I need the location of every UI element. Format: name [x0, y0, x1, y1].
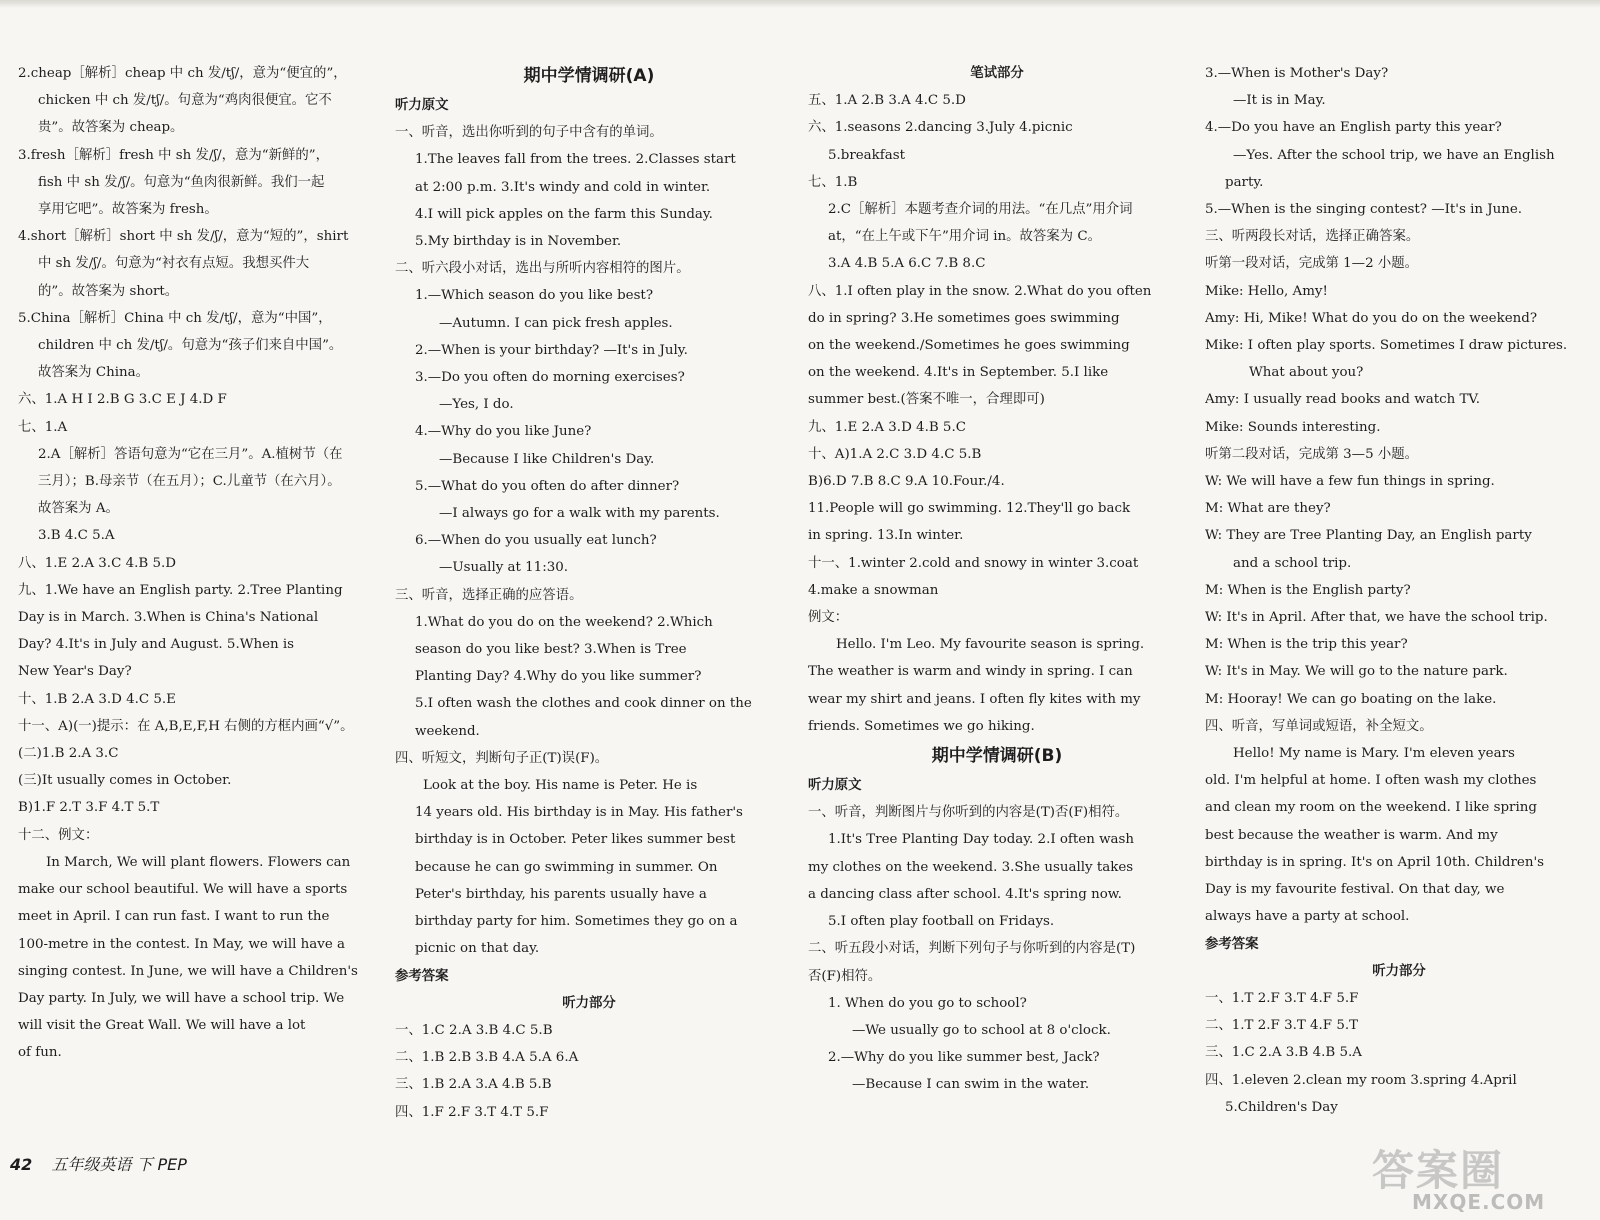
text-line: 八、1.I often play in the snow. 2.What do you often: [808, 283, 1152, 299]
text-line: 3.A 4.B 5.A 6.C 7.B 8.C: [828, 256, 986, 272]
text-line: birthday is in spring. It's on April 10th. Children's: [1205, 854, 1545, 870]
text-line: my clothes on the weekend. 3.She usually takes: [808, 859, 1134, 875]
text-line: W: We will have a few fun things in spring.: [1205, 474, 1495, 490]
book-title: 五年级英语 下 PEP: [51, 1155, 187, 1174]
text-line: always have a party at school.: [1205, 909, 1410, 925]
text-line: 5.My birthday is in November.: [415, 234, 622, 250]
text-line: and a school trip.: [1233, 555, 1352, 571]
text-line: of fun.: [18, 1045, 62, 1061]
text-line: 1.The leaves fall from the trees. 2.Classes start: [415, 152, 736, 168]
text-line: on the weekend./Sometimes he goes swimming: [808, 338, 1130, 354]
text-line: (二)1.B 2.A 3.C: [18, 746, 119, 762]
text-line: at，“在上午或下午”用介词 in。故答案为 C。: [828, 229, 1101, 245]
text-line: 1.It's Tree Planting Day today. 2.I often wash: [828, 832, 1135, 848]
text-line: 十、1.B 2.A 3.D 4.C 5.E: [18, 691, 176, 707]
section-title: 期中学情调研(B): [931, 746, 1063, 767]
text-line: fish 中 sh 发/ʃ/。句意为“鱼肉很新鲜。我们一起: [38, 174, 325, 190]
text-line: 2.—When is your birthday? —It's in July.: [415, 342, 688, 358]
text-line: 2.—Why do you like summer best, Jack?: [828, 1050, 1100, 1066]
text-line: 11.People will go swimming. 12.They'll go back: [808, 501, 1131, 517]
text-line: 故答案为 China。: [38, 365, 149, 381]
text-line: 1.What do you do on the weekend? 2.Which: [415, 614, 713, 630]
text-line: 一、听音，判断图片与你听到的内容是(T)否(F)相符。: [808, 805, 1129, 821]
text-line: 4.—Why do you like June?: [415, 424, 592, 440]
text-line: 3.—When is Mother's Day?: [1205, 66, 1389, 81]
text-line: W: They are Tree Planting Day, an English party: [1205, 528, 1532, 544]
text-line: because he can go swimming in summer. On: [415, 859, 718, 875]
text-line: 六、1.seasons 2.dancing 3.July 4.picnic: [808, 120, 1073, 136]
text-line: make our school beautiful. We will have a sports: [18, 882, 348, 898]
page-number: 42: [10, 1155, 33, 1174]
text-line: singing contest. In June, we will have a Children's: [18, 963, 358, 979]
text-line: 四、听音，写单词或短语，补全短文。: [1205, 718, 1433, 734]
text-line: Day is in March. 3.When is China's National: [18, 610, 319, 626]
text-line: 贵”。故答案为 cheap。: [38, 120, 184, 136]
answer-column-2: [395, 60, 783, 1170]
text-line: 5.I often play football on Fridays.: [828, 914, 1055, 930]
text-line: 听第一段对话，完成第 1—2 小题。: [1205, 256, 1419, 272]
section-heading: 参考答案: [1205, 936, 1259, 952]
text-line: Hello! My name is Mary. I'm eleven years: [1233, 746, 1515, 762]
text-line: weekend.: [415, 723, 480, 739]
text-line: 4.short［解析］short 中 sh 发/ʃ/，意为“短的”，shirt: [18, 229, 349, 245]
text-line: 十、A)1.A 2.C 3.D 4.C 5.B: [808, 446, 982, 462]
text-line: —I always go for a walk with my parents.: [439, 506, 720, 522]
text-line: B)6.D 7.B 8.C 9.A 10.Four./4.: [808, 474, 1005, 490]
text-line: 2.cheap［解析］cheap 中 ch 发/tʃ/，意为“便宜的”，: [18, 66, 347, 81]
text-line: 中 sh 发/ʃ/。句意为“衬衣有点短。我想买件大: [38, 256, 310, 272]
text-line: Amy: Hi, Mike! What do you do on the weekend?: [1205, 310, 1537, 326]
text-line: W: It's in May. We will go to the nature park.: [1205, 664, 1508, 680]
text-line: —Because I can swim in the water.: [852, 1077, 1090, 1093]
text-line: children 中 ch 发/tʃ/。句意为“孩子们来自中国”。: [38, 338, 343, 354]
text-line: M: When is the English party?: [1205, 582, 1411, 598]
text-line: 3.fresh［解析］fresh 中 sh 发/ʃ/，意为“新鲜的”，: [18, 147, 330, 163]
text-line: —Autumn. I can pick fresh apples.: [439, 315, 673, 331]
text-line: —Usually at 11:30.: [439, 560, 569, 576]
text-line: chicken 中 ch 发/tʃ/。句意为“鸡肉很便宜。它不: [38, 93, 332, 109]
text-line: —We usually go to school at 8 o'clock.: [852, 1022, 1111, 1038]
text-line: 六、1.A H I 2.B G 3.C E J 4.D F: [18, 392, 227, 408]
text-line: 一、1.C 2.A 3.B 4.C 5.B: [395, 1022, 553, 1038]
text-line: —It is in May.: [1233, 93, 1326, 109]
text-line: 享用它吧”。故答案为 fresh。: [38, 202, 218, 218]
text-line: Day? 4.It's in July and August. 5.When is: [18, 637, 295, 653]
text-line: 4.—Do you have an English party this year?: [1205, 120, 1502, 136]
page-footer: [10, 1152, 187, 1175]
text-line: Planting Day? 4.Why do you like summer?: [415, 669, 702, 685]
text-line: 3.B 4.C 5.A: [38, 528, 115, 544]
text-line: 四、1.eleven 2.clean my room 3.spring 4.April: [1205, 1072, 1517, 1088]
text-line: friends. Sometimes we go hiking.: [808, 718, 1035, 734]
answer-column-4: [1205, 60, 1593, 1170]
text-line: 14 years old. His birthday is in May. His father's: [415, 805, 743, 821]
text-line: 5.I often wash the clothes and cook dinner on the: [415, 696, 752, 712]
text-line: will visit the Great Wall. We will have a lot: [18, 1018, 306, 1034]
text-line: Hello. I'm Leo. My favourite season is spring.: [836, 637, 1145, 653]
text-line: a dancing class after school. 4.It's spring now.: [808, 886, 1122, 902]
watermark-logo: [1372, 1138, 1584, 1216]
text-line: Peter's birthday, his parents usually have a: [415, 886, 707, 902]
text-line: M: What are they?: [1205, 501, 1331, 517]
text-line: 四、听短文，判断句子正(T)误(F)。: [395, 750, 609, 766]
text-line: 1.—Which season do you like best?: [415, 288, 653, 304]
text-line: 例文：: [808, 610, 849, 626]
text-line: picnic on that day.: [415, 941, 540, 957]
text-line: Amy: I usually read books and watch TV.: [1205, 392, 1480, 408]
section-heading: 听力原文: [808, 778, 862, 794]
text-line: Look at the boy. His name is Peter. He is: [423, 778, 698, 794]
text-line: 否(F)相符。: [808, 968, 882, 984]
text-line: What about you?: [1249, 365, 1364, 381]
text-line: 6.—When do you usually eat lunch?: [415, 533, 657, 549]
text-line: Mike: I often play sports. Sometimes I draw pictures.: [1205, 338, 1568, 354]
watermark-url: MXQE.COM: [1412, 1190, 1546, 1214]
page-top-edge: [0, 0, 1600, 8]
text-line: in spring. 13.In winter.: [808, 528, 964, 544]
section-heading: 参考答案: [395, 968, 449, 984]
text-line: 100-metre in the contest. In May, we will have a: [18, 936, 345, 952]
text-line: 三、听音，选择正确的应答语。: [395, 587, 583, 603]
text-line: The weather is warm and windy in spring. I can: [808, 664, 1133, 680]
text-line: 2.A［解析］答语句意为“它在三月”。A.植树节（在: [38, 446, 343, 462]
text-line: 十一、1.winter 2.cold and snowy in winter 3.coat: [808, 555, 1139, 571]
text-line: —Yes, I do.: [439, 397, 514, 413]
text-line: M: Hooray! We can go boating on the lake.: [1205, 691, 1497, 707]
text-line: 的”。故答案为 short。: [38, 283, 179, 299]
text-line: summer best.(答案不唯一，合理即可): [808, 392, 1045, 408]
text-line: 2.C［解析］本题考查介词的用法。“在几点”用介词: [828, 202, 1133, 218]
text-line: best because the weather is warm. And my: [1205, 827, 1498, 843]
text-line: —Yes. After the school trip, we have an English: [1233, 147, 1555, 163]
text-line: 九、1.We have an English party. 2.Tree Planting: [18, 582, 343, 598]
text-line: and clean my room on the weekend. I like spring: [1205, 800, 1537, 816]
text-line: 5.Children's Day: [1225, 1099, 1338, 1115]
text-line: 5.—When is the singing contest? —It's in June.: [1205, 202, 1523, 218]
text-line: at 2:00 p.m. 3.It's windy and cold in winter.: [415, 179, 711, 195]
text-line: 二、1.B 2.B 3.B 4.A 5.A 6.A: [395, 1050, 579, 1066]
text-line: (三)It usually comes in October.: [18, 773, 232, 789]
text-line: W: It's in April. After that, we have the school trip.: [1205, 610, 1548, 626]
sub-heading: 听力部分: [1372, 963, 1426, 979]
text-line: 一、听音，选出你听到的句子中含有的单词。: [395, 125, 663, 141]
text-line: 七、1.B: [808, 174, 858, 190]
text-line: 三、1.C 2.A 3.B 4.B 5.A: [1205, 1045, 1362, 1061]
text-line: 听第二段对话，完成第 3—5 小题。: [1205, 446, 1419, 462]
text-line: Day party. In July, we will have a school trip. We: [18, 990, 345, 1006]
text-line: 5.breakfast: [828, 147, 905, 163]
text-line: M: When is the trip this year?: [1205, 637, 1408, 653]
text-line: wear my shirt and jeans. I often fly kites with my: [808, 691, 1141, 707]
text-line: do in spring? 3.He sometimes goes swimming: [808, 310, 1120, 326]
text-line: 三月）；B.母亲节（在五月）；C.儿童节（在六月）。: [38, 474, 341, 490]
text-line: 二、听六段小对话，选出与所听内容相符的图片。: [395, 261, 690, 277]
answer-column-1: [18, 60, 374, 1170]
text-line: season do you like best? 3.When is Tree: [415, 642, 687, 658]
text-line: 七、1.A: [18, 419, 68, 435]
text-line: birthday party for him. Sometimes they go on a: [415, 914, 738, 930]
text-line: B)1.F 2.T 3.F 4.T 5.T: [18, 800, 160, 816]
text-line: 1. When do you go to school?: [828, 995, 1027, 1011]
text-line: Mike: Sounds interesting.: [1205, 419, 1381, 435]
sub-heading: 听力部分: [562, 995, 616, 1011]
text-line: party.: [1225, 174, 1264, 190]
text-line: 十二、例文：: [18, 827, 99, 843]
sub-heading: 笔试部分: [970, 66, 1024, 81]
text-line: 二、听五段小对话，判断下列句子与你听到的内容是(T): [808, 941, 1136, 957]
text-line: 三、听两段长对话，选择正确答案。: [1205, 229, 1420, 245]
text-line: 4.make a snowman: [808, 582, 939, 598]
text-line: 一、1.T 2.F 3.T 4.F 5.F: [1205, 990, 1359, 1006]
section-title: 期中学情调研(A): [523, 66, 655, 86]
text-line: —Because I like Children's Day.: [439, 451, 655, 467]
text-line: on the weekend. 4.It's in September. 5.I like: [808, 365, 1109, 381]
text-line: 五、1.A 2.B 3.A 4.C 5.D: [808, 93, 966, 109]
text-line: 三、1.B 2.A 3.A 4.B 5.B: [395, 1077, 552, 1093]
text-line: 3.—Do you often do morning exercises?: [415, 370, 685, 386]
text-line: 九、1.E 2.A 3.D 4.B 5.C: [808, 419, 966, 435]
text-line: New Year's Day?: [18, 664, 132, 680]
text-line: meet in April. I can run fast. I want to run the: [18, 909, 330, 925]
text-line: Day is my favourite festival. On that day, we: [1205, 882, 1505, 898]
answer-column-3: [808, 60, 1186, 1170]
text-line: 故答案为 A。: [38, 501, 119, 517]
text-line: 5.China［解析］China 中 ch 发/tʃ/，意为“中国”，: [18, 310, 332, 326]
text-line: 四、1.F 2.F 3.T 4.T 5.F: [395, 1104, 549, 1120]
text-line: 十一、A)(一)提示：在 A,B,E,F,H 右侧的方框内画“√”。: [18, 718, 354, 734]
section-heading: 听力原文: [395, 98, 449, 113]
watermark-text: 答案圈: [1372, 1146, 1505, 1195]
text-line: In March, We will plant flowers. Flowers can: [46, 854, 351, 870]
text-line: 5.—What do you often do after dinner?: [415, 478, 680, 494]
text-line: birthday is in October. Peter likes summer best: [415, 832, 736, 848]
text-line: Mike: Hello, Amy!: [1205, 283, 1328, 299]
text-line: 二、1.T 2.F 3.T 4.F 5.T: [1205, 1018, 1359, 1034]
text-line: old. I'm helpful at home. I often wash my clothes: [1205, 773, 1537, 789]
text-line: 4.I will pick apples on the farm this Sunday.: [415, 206, 713, 222]
text-line: 八、1.E 2.A 3.C 4.B 5.D: [18, 555, 176, 571]
